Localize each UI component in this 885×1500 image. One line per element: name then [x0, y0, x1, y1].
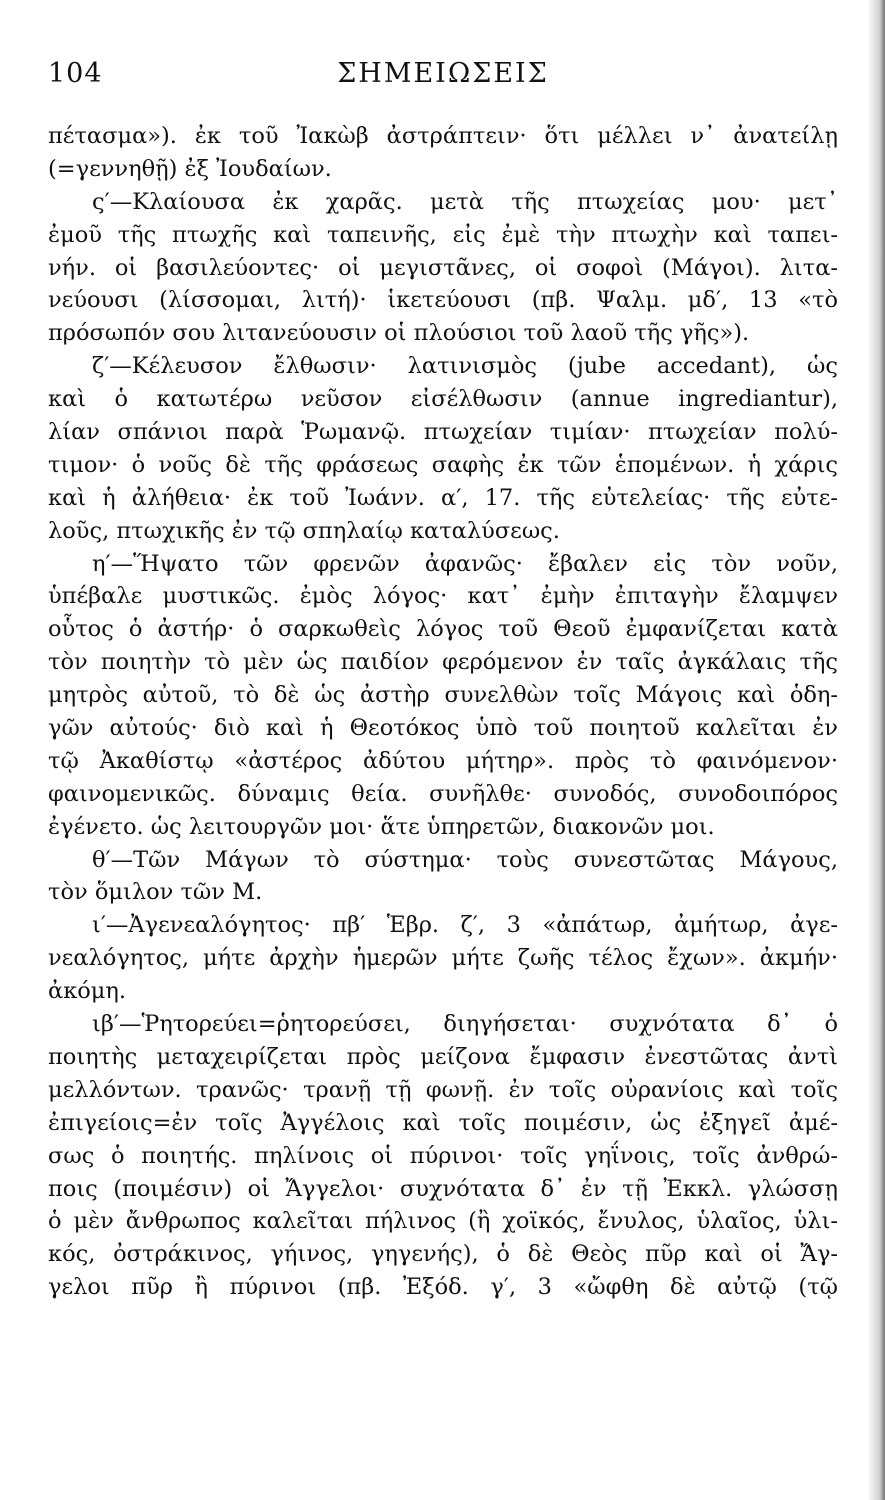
text-line: ζ′—Κέλευσον ἔλθωσιν· λατινισμὸς (jube accedant), ὡς [92, 353, 838, 380]
text-line: ἐγένετο. ὡς λειτουργῶν μοι· ἅτε ὑπηρετῶν, διακονῶν μοι. [48, 813, 715, 840]
notes-text [48, 120, 838, 1304]
text-line: ποις (ποιμέσιν) οἱ Ἄγγελοι· συχνότατα δ᾽ ἐν τῇ Ἐκκλ. γλώσσῃ [48, 1175, 838, 1202]
text-line: ιβ′—Ῥητορεύει=ῥητορεύσει, διηγήσεται· συχνότατα δ᾽ ὁ [92, 1011, 838, 1038]
text-line: φαινομενικῶς. δύναμις θεία. συνῆλθε· συνοδός, συνοδοιπόρος [48, 780, 838, 807]
running-head [48, 58, 838, 102]
text-line: θ′—Τῶν Μάγων τὸ σύστημα· τοὺς συνεστῶτας Μάγους, [92, 846, 838, 873]
text-line: τὸν ποιητὴν τὸ μὲν ὡς παιδίον φερόμενον ἐν ταῖς ἀγκάλαις τῆς [48, 649, 838, 676]
text-line: νεαλόγητος, μήτε ἀρχὴν ἡμερῶν μήτε ζωῆς τέλος ἔχων». ἀκμήν· [48, 945, 838, 972]
text-line: γελοι πῦρ ἢ πύρινοι (πβ. Ἐξόδ. γ′, 3 «ὤφθη δὲ αὐτῷ (τῷ [48, 1274, 838, 1301]
text-line: καὶ ὁ κατωτέρω νεῦσον εἰσέλθωσιν (annue ingrediantur), [48, 386, 838, 413]
text-line: λίαν σπάνιοι παρὰ Ῥωμανῷ. πτωχείαν τιμίαν· πτωχείαν πολύ- [48, 419, 838, 446]
text-line: μελλόντων. τρανῶς· τρανῇ τῇ φωνῇ. ἐν τοῖς οὐρανίοις καὶ τοῖς [48, 1076, 838, 1103]
text-line: τὸν ὅμιλον τῶν Μ. [48, 879, 263, 906]
text-line: πέτασμα»). ἐκ τοῦ Ἰακὼβ ἀστράπτειν· ὅτι μέλλει ν᾽ ἀνατείλῃ [48, 123, 838, 149]
text-line: τιμον· ὁ νοῦς δὲ τῆς φράσεως σαφὴς ἐκ τῶν ἑπομένων. ἡ χάρις [48, 451, 838, 478]
text-line: ἀκόμη. [48, 978, 127, 1005]
text-line: σως ὁ ποιητής. πηλίνοις οἱ πύρινοι· τοῖς γηΐνοις, τοῖς ἀνθρώ- [48, 1142, 838, 1169]
text-line: νεύουσι (λίσσομαι, λιτή)· ἱκετεύουσι (πβ. Ψαλμ. μδ′, 13 «τὸ [48, 287, 838, 314]
text-line: τῷ Ἀκαθίστῳ «ἀστέρος ἀδύτου μήτηρ». πρὸς τὸ φαινόμενον· [48, 747, 838, 774]
text-line: ς′—Κλαίουσα ἐκ χαρᾶς. μετὰ τῆς πτωχείας μου· μετ᾽ [92, 188, 838, 215]
text-line: ἐμοῦ τῆς πτωχῆς καὶ ταπεινῆς, εἰς ἐμὲ τὴν πτωχὴν καὶ ταπει- [48, 221, 838, 248]
text-line: λοῦς, πτωχικῆς ἐν τῷ σπηλαίῳ καταλύσεως. [48, 517, 560, 544]
text-line: ὁ μὲν ἄνθρωπος καλεῖται πήλινος (ἢ χοϊκός, ἔνυλος, ὑλαῖος, ὑλι- [48, 1208, 838, 1235]
text-line: ὑπέβαλε μυστικῶς. ἐμὸς λόγος· κατ᾽ ἐμὴν ἐπιταγὴν ἔλαμψεν [48, 583, 838, 610]
text-line: πρόσωπόν σου λιτανεύουσιν οἱ πλούσιοι τοῦ λαοῦ τῆς γῆς»). [48, 320, 750, 347]
text-line: ι′—Ἀγενεαλόγητος· πβ′ Ἑβρ. ζ′, 3 «ἀπάτωρ, ἀμήτωρ, ἀγε- [92, 912, 838, 939]
book-page [48, 58, 838, 1304]
text-line: νήν. οἱ βασιλεύοντες· οἱ μεγιστᾶνες, οἱ σοφοὶ (Μάγοι). λιτα- [48, 254, 838, 281]
text-line: καὶ ἡ ἀλήθεια· ἐκ τοῦ Ἰωάνν. α′, 17. τῆς εὐτελείας· τῆς εὐτε- [48, 484, 838, 511]
page-number: 104 [48, 58, 103, 89]
running-title: ΣΗΜΕΙΩΣΕΙΣ [337, 58, 549, 89]
text-line: (=γεννηθῇ) ἐξ Ἰουδαίων. [48, 155, 332, 182]
book-spine-shadow [867, 0, 885, 1500]
text-line: μητρὸς αὐτοῦ, τὸ δὲ ὡς ἀστὴρ συνελθὼν τοῖς Μάγοις καὶ ὁδη- [48, 682, 838, 709]
text-line: γῶν αὐτούς· διὸ καὶ ἡ Θεοτόκος ὑπὸ τοῦ ποιητοῦ καλεῖται ἐν [48, 715, 838, 742]
text-line: κός, ὀστράκινος, γήινος, γηγενής), ὁ δὲ Θεὸς πῦρ καὶ οἱ Ἄγ- [48, 1241, 838, 1268]
text-line: οὗτος ὁ ἀστήρ· ὁ σαρκωθεὶς λόγος τοῦ Θεοῦ ἐμφανίζεται κατὰ [48, 616, 838, 643]
text-line: ἐπιγείοις=ἐν τοῖς Ἀγγέλοις καὶ τοῖς ποιμέσιν, ὡς ἐξηγεῖ ἀμέ- [48, 1109, 838, 1136]
text-line: ποιητὴς μεταχειρίζεται πρὸς μείζονα ἔμφασιν ἐνεστῶτας ἀντὶ [48, 1043, 838, 1070]
text-line: η′—Ἥψατο τῶν φρενῶν ἀφανῶς· ἔβαλεν εἰς τὸν νοῦν, [92, 550, 838, 577]
